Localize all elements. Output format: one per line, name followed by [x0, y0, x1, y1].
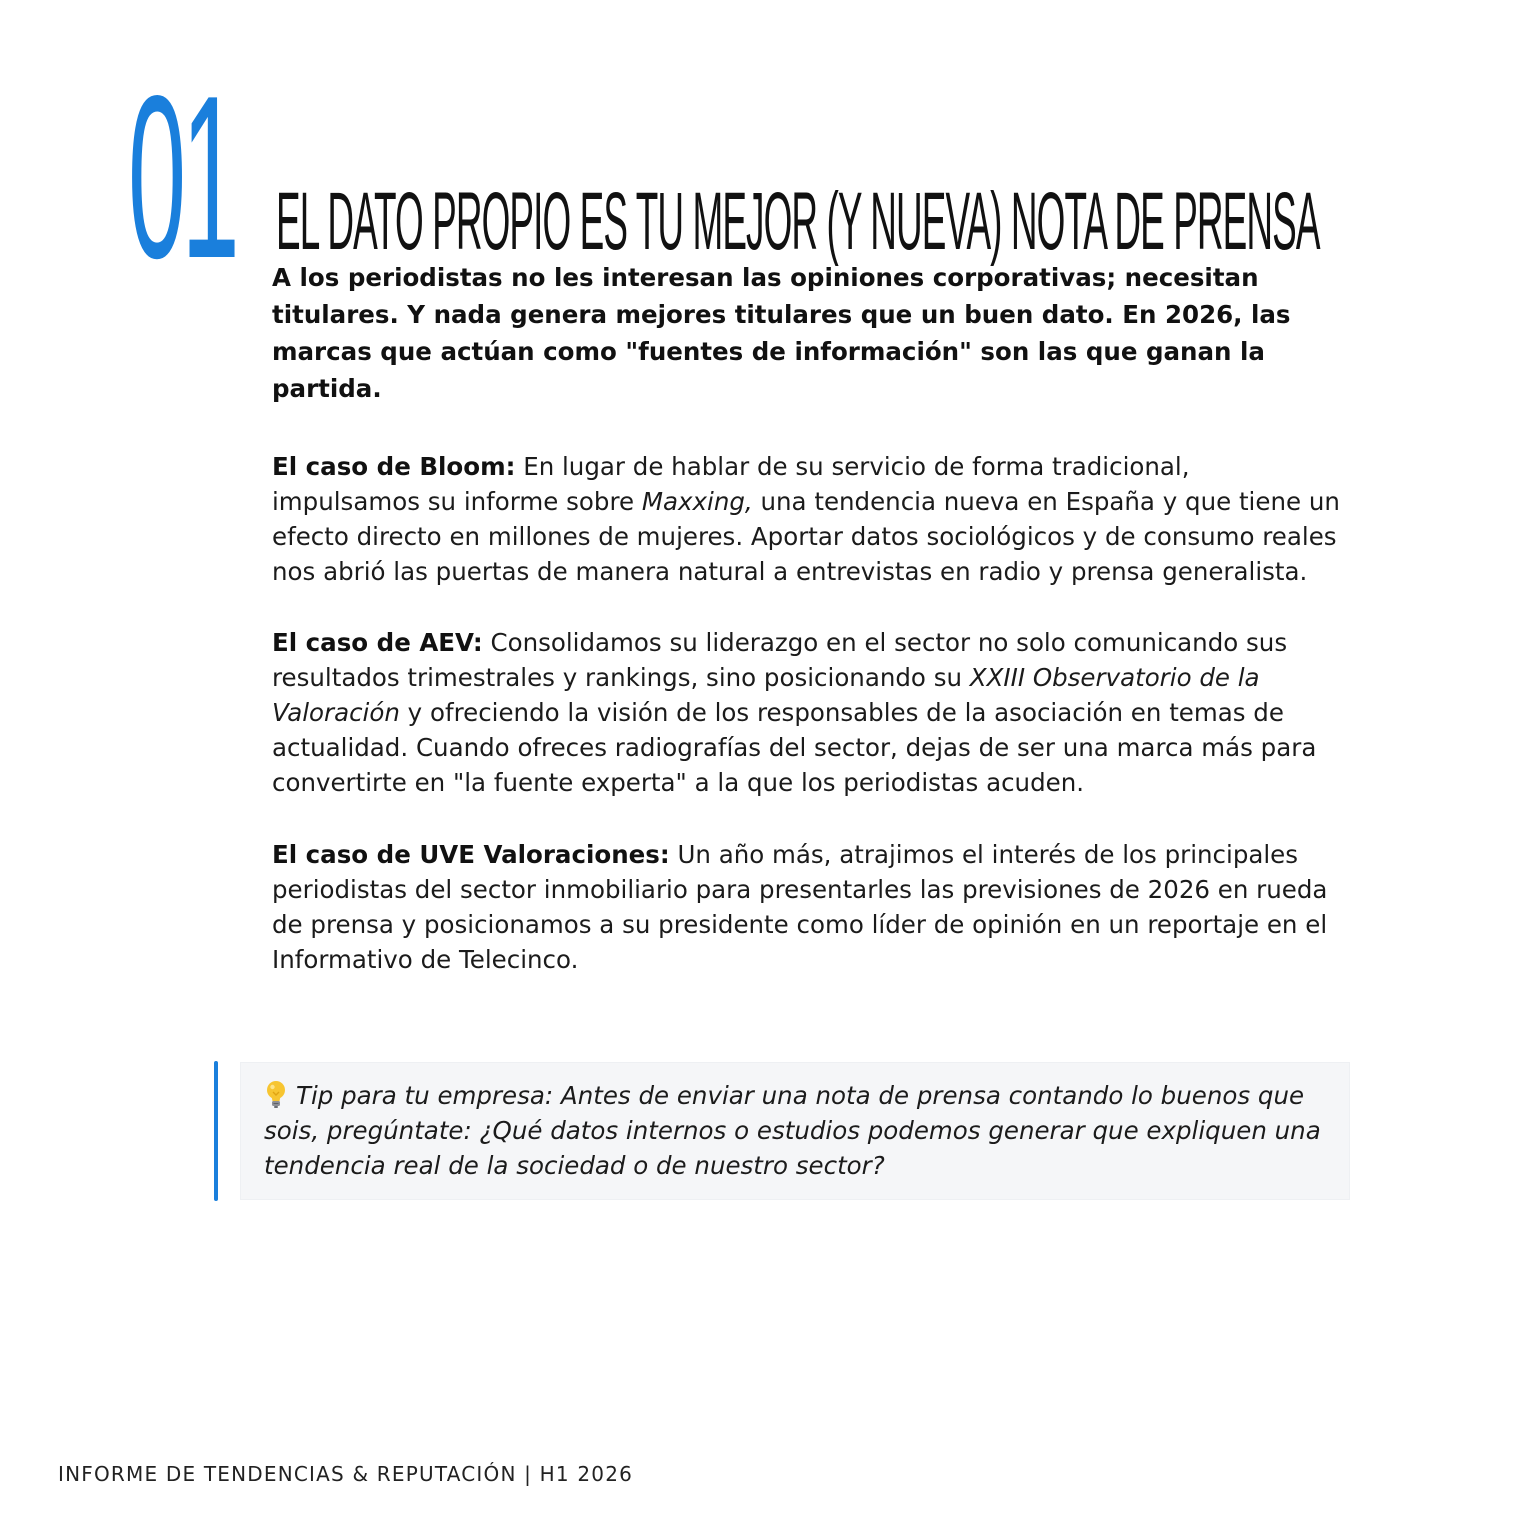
case-bloom-italic: Maxxing,: [641, 487, 753, 516]
case-bloom-text-2: una tendencia nueva en España y que tiene un efecto directo en millones de mujeres. Aportar datos sociológicos y de consumo reales nos abrió las puertas de manera natural a entrevistas en radio y prensa generalista.: [272, 487, 1340, 586]
case-aev-text-2: y ofreciendo la visión de los responsables de la asociación en temas de actualidad. Cuando ofreces radiografías del sector, dejas de ser una marca más para convertirte en "la fuente experta" a la que los periodistas acuden.: [272, 698, 1317, 797]
footer-report-title: INFORME DE TENDENCIAS & REPUTACIÓN | H1 2026: [58, 1462, 634, 1486]
case-aev-italic: XXIII Observatorio de la Valoración: [272, 663, 1260, 727]
case-aev-text-1: Consolidamos su liderazgo en el sector no solo comunicando sus resultados trimestrales y rankings, sino posicionando su: [272, 628, 1288, 692]
section-title: EL DATO PROPIO ES TU MEJOR (Y NUEVA) NOTA DE PRENSA: [276, 175, 1320, 267]
case-uve-text-1: Un año más, atrajimos el interés de los principales periodistas del sector inmobiliario para presentarles las previsiones de 2026 en rueda de prensa y posicionamos a su presidente como líder de opinión en un reportaje en el Informativo de Telecinco.: [272, 840, 1328, 974]
case-uve: [272, 837, 1342, 977]
section-number: 01: [128, 48, 236, 307]
tip-callout: [264, 1078, 1334, 1183]
case-aev-label: El caso de AEV:: [272, 628, 483, 657]
case-aev: [272, 625, 1342, 800]
tip-accent-bar: [214, 1061, 218, 1201]
case-bloom-text-1: En lugar de hablar de su servicio de forma tradicional, impulsamos su informe sobre: [272, 452, 1190, 516]
case-bloom: [272, 449, 1342, 589]
lead-paragraph: A los periodistas no les interesan las opiniones corporativas; necesitan titulares. Y nada genera mejores titulares que un buen dato. En 2026, las marcas que actúan como "fuentes de información" son las que ganan la partida.: [272, 263, 1291, 403]
case-uve-label: El caso de UVE Valoraciones:: [272, 840, 670, 869]
lightbulb-icon: [264, 1079, 288, 1109]
tip-text: Tip para tu empresa: Antes de enviar una nota de prensa contando lo buenos que sois, pregúntate: ¿Qué datos internos o estudios podemos generar que expliquen una tendencia real de la sociedad o de nuestro sector?: [264, 1081, 1321, 1180]
case-bloom-label: El caso de Bloom:: [272, 452, 516, 481]
